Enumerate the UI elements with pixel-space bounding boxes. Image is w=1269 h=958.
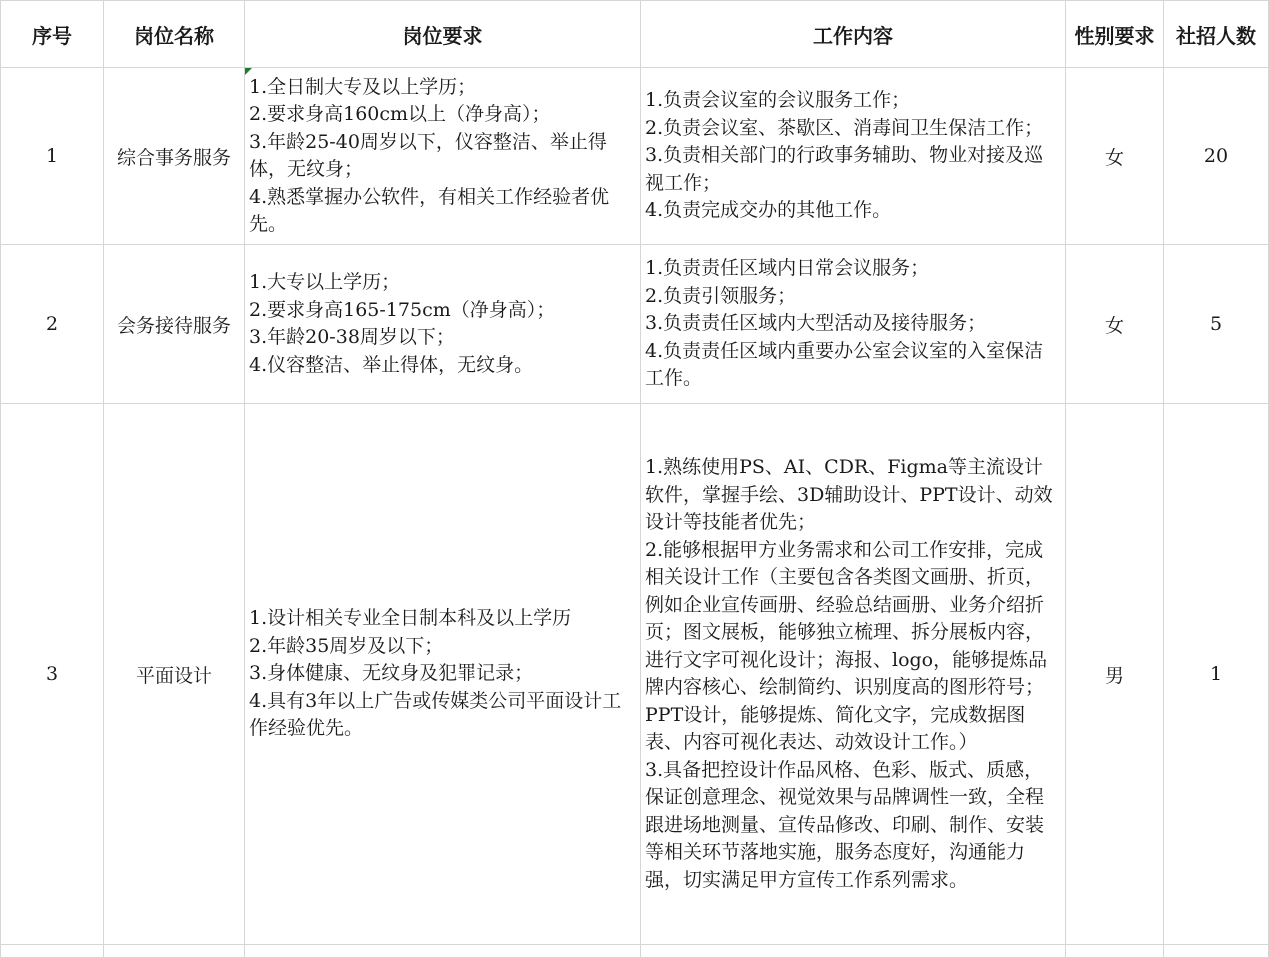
requirement-line: 4.具有3年以上广告或传媒类公司平面设计工作经验优先。 bbox=[249, 689, 622, 740]
duty-line: 3.负责责任区域内大型活动及接待服务； bbox=[645, 312, 987, 335]
cell-duties[interactable] bbox=[641, 68, 1066, 245]
cell-count[interactable]: 1 bbox=[1164, 404, 1269, 945]
requirement-line: 4.仪容整洁、举止得体，无纹身。 bbox=[249, 353, 534, 376]
cell-duties[interactable] bbox=[641, 245, 1066, 404]
duty-line: 1.熟练使用PS、AI、CDR、Figma等主流设计软件，掌握手绘、3D辅助设计、PPT设计、动效设计等技能者优先； bbox=[645, 456, 1053, 533]
duty-line: 2.负责会议室、茶歇区、消毒间卫生保洁工作； bbox=[645, 116, 1044, 139]
cell-count[interactable]: 20 bbox=[1164, 68, 1269, 245]
duty-line: 3.负责相关部门的行政事务辅助、物业对接及巡视工作； bbox=[645, 144, 1044, 194]
requirement-line: 2.要求身高160cm以上（净身高）； bbox=[249, 103, 551, 125]
empty-cell[interactable] bbox=[1, 945, 104, 958]
duty-line: 1.负责责任区域内日常会议服务； bbox=[645, 257, 930, 280]
empty-cell[interactable] bbox=[1164, 945, 1269, 958]
cell-no[interactable]: 1 bbox=[1, 68, 104, 245]
header-row bbox=[1, 1, 1269, 68]
table-row bbox=[1, 245, 1269, 404]
requirement-line: 3.身体健康、无纹身及犯罪记录； bbox=[249, 662, 534, 685]
duty-line: 2.负责引领服务； bbox=[645, 284, 797, 307]
cell-count[interactable]: 5 bbox=[1164, 245, 1269, 404]
duty-line: 4.负责责任区域内重要办公室会议室的入室保洁工作。 bbox=[645, 339, 1044, 390]
header-no: 序号 bbox=[1, 1, 104, 68]
header-name: 岗位名称 bbox=[104, 1, 245, 68]
header-gender: 性别要求 bbox=[1066, 1, 1164, 68]
comment-indicator-icon bbox=[245, 68, 252, 75]
requirement-line: 3.年龄20-38周岁以下； bbox=[249, 326, 455, 348]
requirement-line: 1.设计相关专业全日制本科及以上学历 bbox=[249, 607, 572, 630]
cell-requirements[interactable] bbox=[245, 245, 641, 404]
cell-gender[interactable]: 女 bbox=[1066, 68, 1164, 245]
cell-name[interactable]: 平面设计 bbox=[104, 404, 245, 945]
requirement-line: 4.熟悉掌握办公软件，有相关工作经验者优先。 bbox=[249, 185, 610, 235]
cell-gender[interactable]: 男 bbox=[1066, 404, 1164, 945]
empty-cell[interactable] bbox=[245, 945, 641, 958]
cell-no[interactable]: 2 bbox=[1, 245, 104, 404]
header-duties: 工作内容 bbox=[641, 1, 1066, 68]
empty-cell[interactable] bbox=[1066, 945, 1164, 958]
cell-name[interactable]: 综合事务服务 bbox=[104, 68, 245, 245]
duty-line: 4.负责完成交办的其他工作。 bbox=[645, 199, 892, 222]
requirement-line: 3.年龄25-40周岁以下，仪容整洁、举止得体，无纹身； bbox=[249, 130, 607, 180]
empty-cell[interactable] bbox=[104, 945, 245, 958]
header-count: 社招人数 bbox=[1164, 1, 1269, 68]
requirement-line: 1.全日制大专及以上学历； bbox=[249, 75, 477, 98]
duty-line: 3.具备把控设计作品风格、色彩、版式、质感，保证创意理念、视觉效果与品牌调性一致，全程跟进场地测量、宣传品修改、印刷、制作、安装等相关环节落地实施，服务态度好，沟通能力强，切实满足甲方宣传工作系列需求。 bbox=[645, 758, 1045, 891]
table-row bbox=[1, 68, 1269, 245]
empty-row bbox=[1, 945, 1269, 958]
cell-no[interactable]: 3 bbox=[1, 404, 104, 945]
requirement-line: 2.年龄35周岁及以下； bbox=[249, 634, 444, 657]
cell-name[interactable]: 会务接待服务 bbox=[104, 245, 245, 404]
duty-line: 2.能够根据甲方业务需求和公司工作安排，完成相关设计工作（主要包含各类图文画册、折页，例如企业宣传画册、经验总结画册、业务介绍折页；图文展板，能够独立梳理、拆分展板内容，进行文字可视化设计；海报、logo，能够提炼品牌内容核心、绘制简约、识别度高的图形符号；PPT设计，能够提炼、简化文字，完成数据图表、内容可视化表达、动效设计工作。） bbox=[645, 538, 1048, 753]
requirement-line: 1.大专以上学历； bbox=[249, 271, 401, 293]
cell-gender[interactable]: 女 bbox=[1066, 245, 1164, 404]
header-requirements: 岗位要求 bbox=[245, 1, 641, 68]
table-row bbox=[1, 404, 1269, 945]
requirement-line: 2.要求身高165-175cm（净身高）； bbox=[249, 298, 556, 321]
cell-requirements[interactable] bbox=[245, 404, 641, 945]
duty-line: 1.负责会议室的会议服务工作； bbox=[645, 89, 911, 112]
cell-requirements[interactable] bbox=[245, 68, 641, 245]
cell-duties[interactable] bbox=[641, 404, 1066, 945]
empty-cell[interactable] bbox=[641, 945, 1066, 958]
